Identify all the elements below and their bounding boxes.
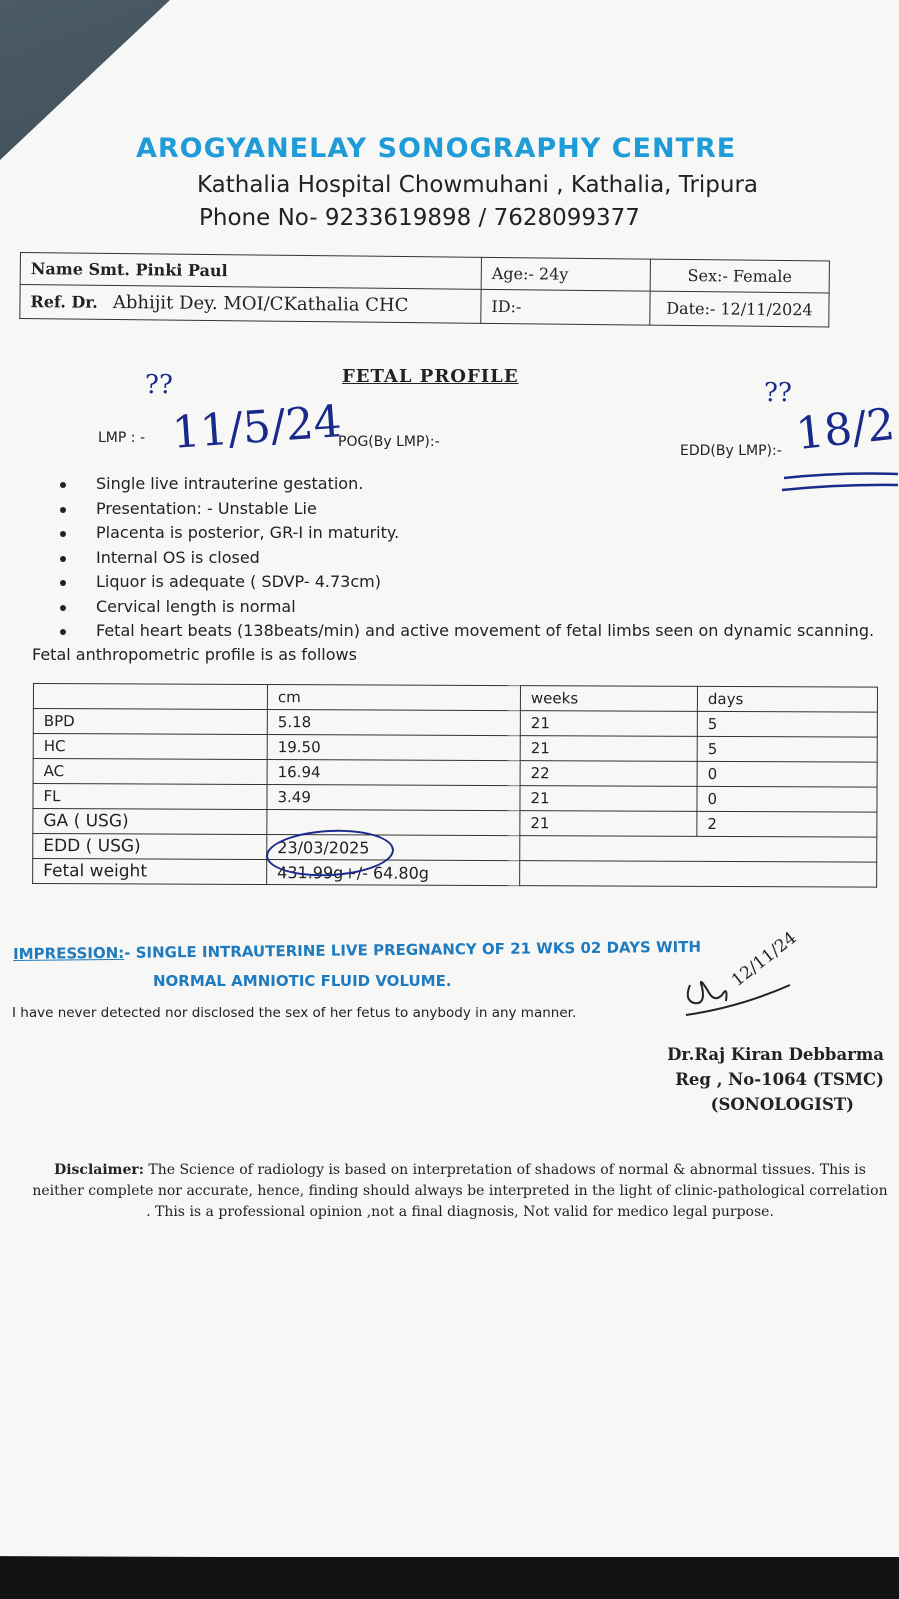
table-cell: 21 bbox=[520, 711, 697, 737]
bullet-icon bbox=[60, 531, 66, 537]
bullet-icon bbox=[60, 605, 66, 611]
patient-age: Age:- 24y bbox=[481, 257, 650, 291]
table-cell: 0 bbox=[697, 786, 877, 812]
signature-date: 12/11/24 bbox=[728, 927, 801, 991]
table-cell: BPD bbox=[33, 709, 267, 735]
edd-underline-mark bbox=[780, 470, 899, 496]
doctor-name: Dr.Raj Kiran Debbarma bbox=[667, 1045, 884, 1064]
table-cell: 21 bbox=[520, 736, 697, 762]
table-cell: EDD ( USG) bbox=[33, 834, 267, 860]
table-cell: Fetal weight bbox=[33, 859, 267, 885]
table-cell: 16.94 bbox=[267, 760, 520, 786]
table-row bbox=[33, 784, 877, 813]
table-header-cell: cm bbox=[267, 685, 520, 711]
table-cell: 5 bbox=[697, 711, 877, 737]
bullet-icon bbox=[60, 556, 66, 562]
declaration-text: I have never detected nor disclosed the sex of her fetus to anybody in any manner. bbox=[12, 1005, 577, 1021]
table-cell: 22 bbox=[520, 761, 697, 787]
table-row bbox=[33, 809, 877, 838]
table-header-cell: weeks bbox=[520, 686, 697, 712]
table-header-cell: days bbox=[697, 686, 877, 712]
ref-label: Ref. Dr. bbox=[30, 292, 98, 312]
bottom-shadow bbox=[0, 1557, 899, 1599]
table-header-cell bbox=[33, 684, 267, 710]
lmp-label: LMP : - bbox=[98, 430, 145, 446]
impression-text-1: - SINGLE INTRAUTERINE LIVE PREGNANCY OF 21 WKS 02 DAYS WITH bbox=[124, 937, 702, 962]
patient-info-table bbox=[19, 252, 830, 327]
table-cell: 3.49 bbox=[267, 785, 520, 811]
fetal-weight-value: 431.99g+/- 64.80g bbox=[267, 860, 520, 886]
table-cell: AC bbox=[33, 759, 267, 785]
table-cell: 19.50 bbox=[267, 735, 520, 761]
table-cell bbox=[520, 836, 877, 863]
table-row bbox=[33, 834, 877, 863]
table-row bbox=[33, 709, 877, 738]
edd-label: EDD(By LMP):- bbox=[680, 443, 782, 459]
bullet-icon bbox=[60, 482, 66, 488]
table-row bbox=[33, 859, 877, 888]
ref-doctor-cell bbox=[20, 285, 481, 324]
bullet-icon bbox=[60, 629, 66, 635]
impression-label: IMPRESSION: bbox=[13, 943, 125, 963]
anthropometric-intro: Fetal anthropometric profile is as follows bbox=[32, 645, 357, 664]
disclaimer bbox=[30, 1160, 890, 1223]
table-cell: GA ( USG) bbox=[33, 809, 267, 835]
doctor-reg: Reg , No-1064 (TSMC) bbox=[675, 1070, 884, 1089]
table-cell: 5 bbox=[697, 736, 877, 762]
clinic-phone: Phone No- 9233619898 / 7628099377 bbox=[199, 205, 640, 231]
table-cell: HC bbox=[33, 734, 267, 760]
table-cell bbox=[520, 861, 877, 888]
pog-label: POG(By LMP):- bbox=[338, 434, 440, 450]
anthropometric-table bbox=[32, 683, 878, 888]
table-cell: 21 bbox=[520, 811, 697, 837]
report-date: Date:- 12/11/2024 bbox=[650, 291, 829, 327]
table-cell: 5.18 bbox=[267, 710, 520, 736]
section-title: FETAL PROFILE bbox=[342, 366, 519, 387]
table-header-row bbox=[33, 684, 877, 713]
doctor-block bbox=[667, 1042, 884, 1117]
disclaimer-text: The Science of radiology is based on interpretation of shadows of normal & abnormal tissues. This is neither complete nor accurate, hence, finding should always be interpreted in the light of clinic-pathological correlation . This is a professional opinion ,not a final diagnosis, Not valid for medico legal purpose. bbox=[32, 1162, 888, 1220]
table-row bbox=[33, 734, 877, 763]
disclaimer-label: Disclaimer: bbox=[54, 1162, 144, 1178]
table-cell: 0 bbox=[697, 761, 877, 787]
table-cell bbox=[267, 810, 520, 836]
doctor-title: (SONOLOGIST) bbox=[710, 1095, 854, 1114]
edd-usg-value: 23/03/2025 bbox=[267, 835, 520, 861]
clinic-address: Kathalia Hospital Chowmuhani , Kathalia, Tripura bbox=[196, 172, 759, 198]
lmp-query-mark: ?? bbox=[145, 370, 173, 400]
patient-sex: Sex:- Female bbox=[650, 259, 829, 293]
edd-handwritten: 18/2 bbox=[793, 398, 898, 461]
patient-id: ID:- bbox=[481, 289, 650, 325]
clinic-name: AROGYANELAY SONOGRAPHY CENTRE bbox=[136, 133, 737, 164]
impression-line-2: NORMAL AMNIOTIC FLUID VOLUME. bbox=[153, 972, 452, 990]
lmp-handwritten: 11/5/24 bbox=[170, 396, 344, 459]
table-cell: 21 bbox=[520, 786, 697, 812]
ref-doctor: Abhijit Dey. MOI/CKathalia CHC bbox=[112, 291, 409, 317]
table-cell: 2 bbox=[697, 811, 877, 837]
edd-query-mark: ?? bbox=[764, 378, 792, 408]
patient-name: Name Smt. Pinki Paul bbox=[20, 253, 481, 290]
table-cell: FL bbox=[33, 784, 267, 810]
table-row bbox=[33, 759, 877, 788]
bullet-icon bbox=[60, 507, 66, 513]
bullet-icon bbox=[60, 580, 66, 586]
